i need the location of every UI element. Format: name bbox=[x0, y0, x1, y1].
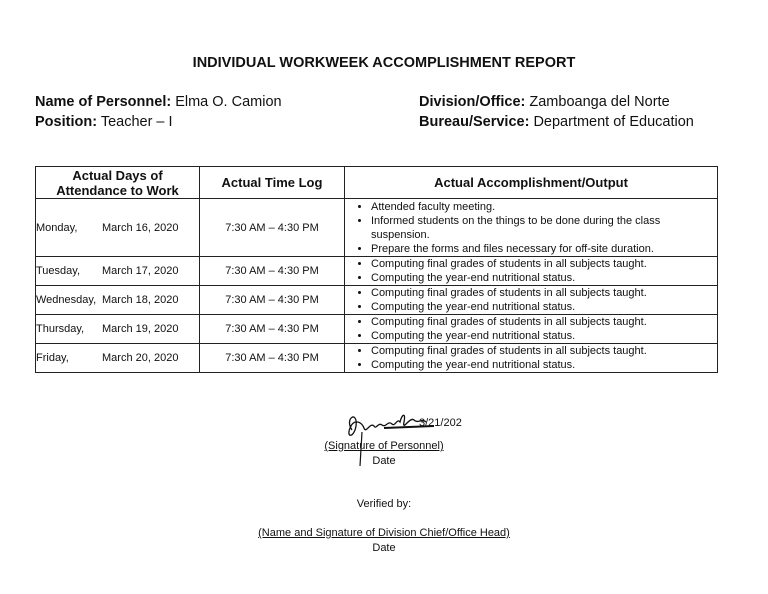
bureau-value: Department of Education bbox=[533, 114, 694, 130]
header-days: Actual Days of Attendance to Work bbox=[36, 167, 200, 199]
name-label: Name of Personnel: bbox=[35, 94, 172, 110]
list-item: • Computing final grades of students in all subjects taught. bbox=[371, 257, 717, 271]
accomplishment-cell bbox=[345, 286, 718, 315]
list-item: • Computing final grades of students in all subjects taught. bbox=[371, 286, 717, 300]
accomplishment-cell bbox=[345, 315, 718, 344]
list-item: • Computing final grades of students in all subjects taught. bbox=[371, 344, 717, 358]
day-date: March 20, 2020 bbox=[102, 352, 179, 364]
day-cell bbox=[36, 286, 200, 315]
time-log-cell: 7:30 AM – 4:30 PM bbox=[200, 257, 345, 286]
signature-date: 3/21/202 bbox=[419, 417, 462, 429]
day-date: March 16, 2020 bbox=[102, 221, 179, 234]
personnel-info-right bbox=[419, 92, 694, 132]
day-name: Friday, bbox=[36, 352, 69, 364]
day-cell bbox=[36, 315, 200, 344]
accomplishment-cell bbox=[345, 257, 718, 286]
list-item: • Computing the year-end nutritional status. bbox=[371, 271, 717, 285]
position-label: Position: bbox=[35, 114, 98, 130]
division-value: Zamboanga del Norte bbox=[529, 94, 670, 110]
position-value: Teacher – I bbox=[100, 114, 173, 130]
list-item: • Attended faculty meeting. bbox=[371, 200, 717, 214]
position-line bbox=[35, 112, 282, 132]
personnel-signature-caption: (Signature of Personnel) bbox=[324, 440, 444, 452]
list-item: • Computing the year-end nutritional status. bbox=[371, 329, 717, 343]
bureau-label: Bureau/Service: bbox=[419, 114, 530, 130]
list-item: • Informed students on the things to be done during the class suspension. bbox=[371, 214, 717, 242]
list-item: • Prepare the forms and files necessary for off-site duration. bbox=[371, 242, 717, 256]
personnel-info-left bbox=[35, 92, 282, 132]
name-line bbox=[35, 92, 282, 112]
accomplishment-list bbox=[345, 257, 717, 285]
list-item: • Computing the year-end nutritional status. bbox=[371, 300, 717, 314]
time-log-cell: 7:30 AM – 4:30 PM bbox=[200, 344, 345, 373]
personnel-date-caption: Date bbox=[372, 455, 396, 467]
accomplishment-list bbox=[345, 344, 717, 372]
table-row bbox=[36, 257, 718, 286]
table-row bbox=[36, 344, 718, 373]
day-cell bbox=[36, 199, 200, 257]
list-item: • Computing final grades of students in all subjects taught. bbox=[371, 315, 717, 329]
time-log-cell: 7:30 AM – 4:30 PM bbox=[200, 315, 345, 344]
accomplishment-cell bbox=[345, 344, 718, 373]
accomplishment-list bbox=[345, 286, 717, 314]
accomplishment-table bbox=[35, 166, 718, 373]
division-line bbox=[419, 92, 694, 112]
day-date: March 17, 2020 bbox=[102, 265, 179, 277]
chief-date-caption: Date bbox=[372, 542, 396, 554]
name-value: Elma O. Camion bbox=[175, 94, 282, 110]
report-title: INDIVIDUAL WORKWEEK ACCOMPLISHMENT REPORT bbox=[192, 55, 576, 71]
table-row bbox=[36, 286, 718, 315]
accomplishment-list bbox=[345, 315, 717, 343]
verified-by-label: Verified by: bbox=[356, 498, 412, 510]
list-item: • Computing the year-end nutritional status. bbox=[371, 358, 717, 372]
division-label: Division/Office: bbox=[419, 94, 526, 110]
accomplishment-list bbox=[345, 200, 717, 256]
time-log-cell: 7:30 AM – 4:30 PM bbox=[200, 199, 345, 257]
day-date: March 19, 2020 bbox=[102, 323, 179, 335]
time-log-cell: 7:30 AM – 4:30 PM bbox=[200, 286, 345, 315]
day-name: Wednesday, bbox=[36, 294, 97, 306]
table-row bbox=[36, 199, 718, 257]
day-name: Monday, bbox=[36, 221, 78, 234]
accomplishment-cell bbox=[345, 199, 718, 257]
table-header-row bbox=[36, 167, 718, 199]
table-row bbox=[36, 315, 718, 344]
chief-signature-caption: (Name and Signature of Division Chief/Office Head) bbox=[258, 527, 510, 539]
day-name: Tuesday, bbox=[36, 265, 81, 277]
day-cell bbox=[36, 344, 200, 373]
header-time-log: Actual Time Log bbox=[200, 167, 345, 199]
day-date: March 18, 2020 bbox=[102, 294, 179, 306]
bureau-line bbox=[419, 112, 694, 132]
day-name: Thursday, bbox=[36, 323, 85, 335]
header-accomplishment: Actual Accomplishment/Output bbox=[345, 167, 718, 199]
day-cell bbox=[36, 257, 200, 286]
